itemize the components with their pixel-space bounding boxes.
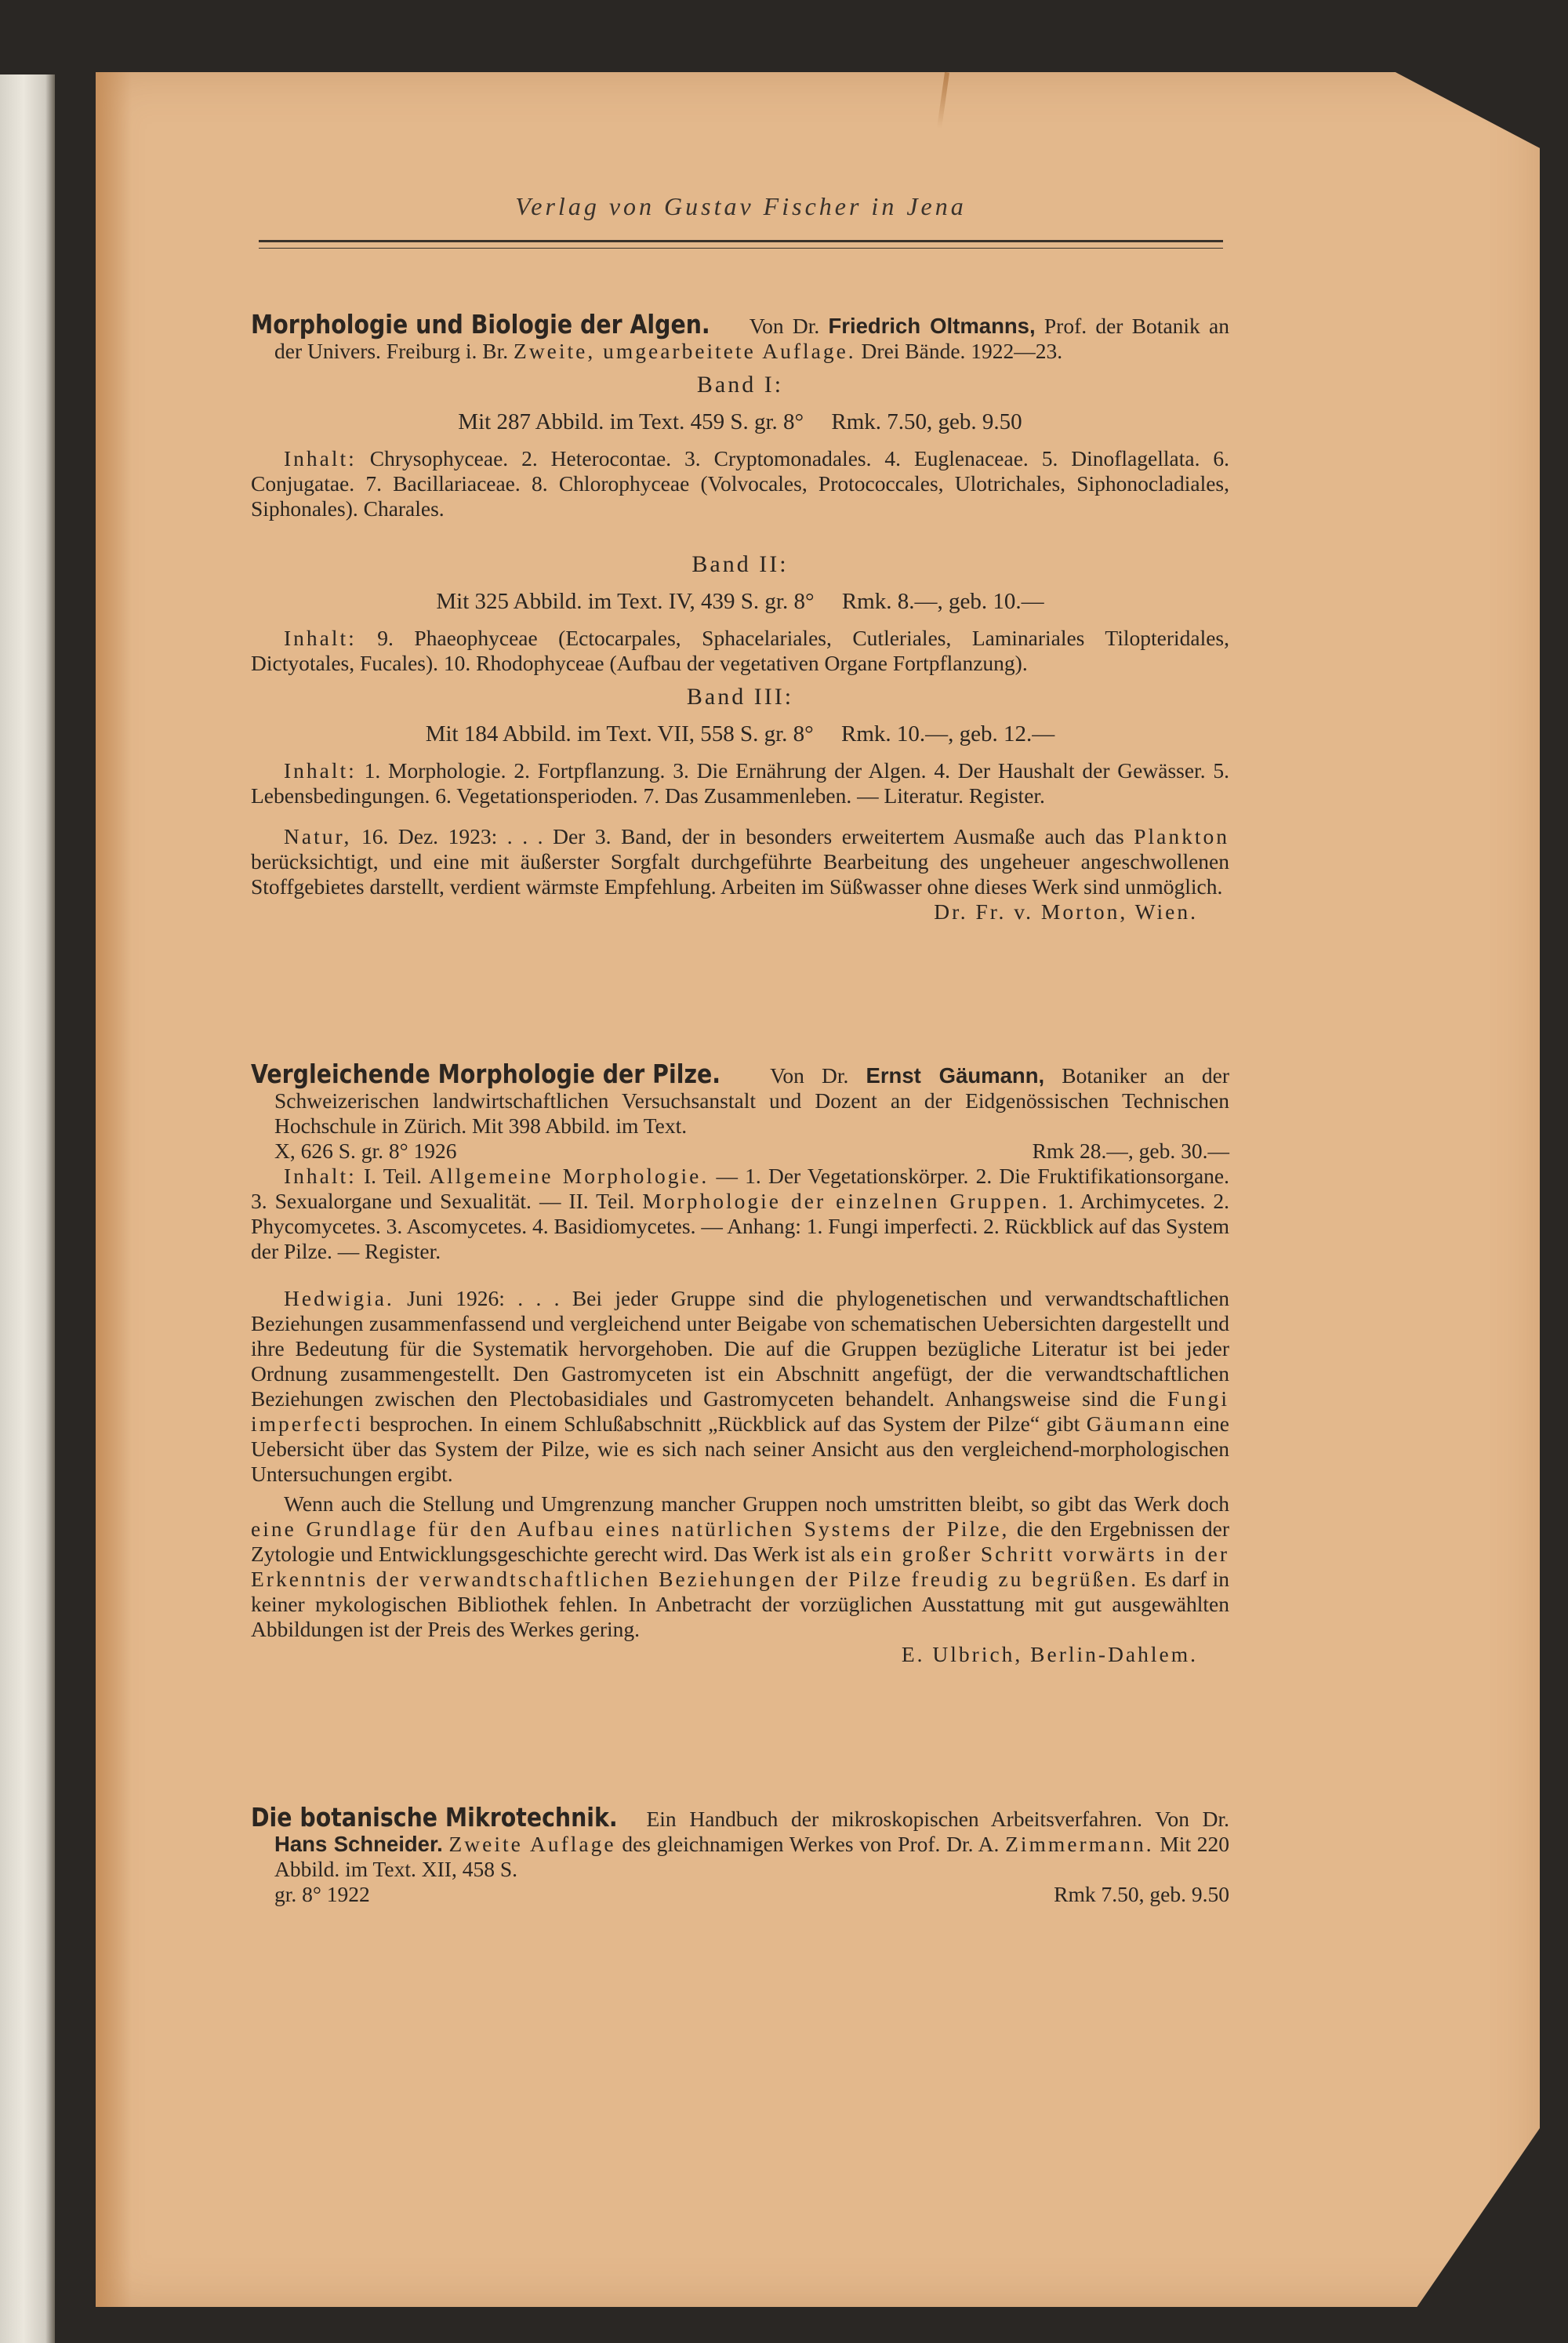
- algen-title: Morphologie und Biologie der Algen.: [251, 309, 710, 340]
- band3-title: Band III:: [686, 684, 794, 710]
- section-algen: [251, 309, 1230, 924]
- algen-review: Natur, 16. Dez. 1923: . . . Der 3. Band, der in besonders erweitertem Ausmaße auch das Plankton berücksichtigt, und eine mit äußerster Sorgfalt durchgeführte Bearbeitung des ungeheuer angeschwollenen Stoffgebietes darstellt, verdient wärmste Empfehlung. Arbeiten im Süßwasser ohne dieses Werk sind unmöglich.: [251, 824, 1229, 899]
- pilze-review-hedwigia: Hedwigia. Juni 1926: . . . Bei jeder Gruppe sind die phylogenetischen und verwandtschaftlichen Beziehungen zusammenfassend und vergleichend unter Beigabe von schematischen Uebersichten dargestellt und ihre Bedeutung für die Systematik hervorgehoben. Die auf die Gruppen bezügliche Literatur ist bei jeder Ordnung zusammengestellt. Den Gastromyceten ist ein Abschnitt angefügt, der die verwandtschaftlichen Beziehungen zwischen den Plectobasidiales und Gastromyceten behandelt. Anhangsweise sind die Fungi imperfecti besprochen. In einem Schlußabschnitt „Rückblick auf das System der Pilze“ gibt Gäumann eine Uebersicht über das System der Pilze, wie es sich nach seiner Ansicht aus den vergleichend-morphologischen Untersuchungen ergibt.: [251, 1286, 1229, 1486]
- pilze-review-signature: E. Ulbrich, Berlin-Dahlem.: [901, 1642, 1198, 1666]
- pilze-title: Vergleichende Morphologie der Pilze.: [251, 1059, 720, 1089]
- algen-author: Friedrich Oltmanns,: [828, 314, 1036, 338]
- adjacent-page-edge: [0, 74, 55, 2343]
- algen-edition: Zweite, umgearbeitete Auflage.: [514, 339, 856, 363]
- pilze-heading: Vergleichende Morphologie der Pilze. Von Dr. Ernst Gäumann, Botaniker an der Schweizerischen landwirtschaftlichen Versuchsanstalt und Dozent an der Eidgenössischen Technischen Hochschule in Zürich. Mit 398 Abbild. im Text.: [251, 1059, 1229, 1138]
- mikro-heading: Die botanische Mikrotechnik. Ein Handbuch der mikroskopischen Arbeitsverfahren. Von Dr. Hans Schneider. Zweite Auflage des gleichnamigen Werkes von Prof. Dr. A. Zimmermann. Mit 220 Abbild. im Text. XII, 458 S.: [251, 1802, 1230, 1881]
- pilze-author: Ernst Gäumann,: [866, 1063, 1045, 1088]
- page-fold-shadow: [96, 72, 132, 2307]
- pilze-spec-line: X, 626 S. gr. 8° 1926 Rmk 28.—, geb. 30.—: [274, 1139, 1229, 1163]
- mikro-author: Hans Schneider.: [274, 1832, 443, 1856]
- section-mikrotechnik: [251, 1802, 1230, 1907]
- band3-spec: Mit 184 Abbild. im Text. VII, 558 S. gr. 8° Rmk. 10.—, geb. 12.—: [425, 721, 1055, 746]
- band1-spec: Mit 287 Abbild. im Text. 459 S. gr. 8° Rmk. 7.50, geb. 9.50: [458, 409, 1022, 434]
- algen-heading: Morphologie und Biologie der Algen. Von Dr. Friedrich Oltmanns, Prof. der Botanik an der Univers. Freiburg i. Br. Zweite, umgearbeitete Auflage. Drei Bände. 1922—23.: [251, 309, 1229, 363]
- band1-inhalt: Inhalt: Chrysophyceae. 2. Heterocontae. 3. Cryptomonadales. 4. Euglenaceae. 5. Dinoflagellata. 6. Conjugatae. 7. Bacillariaceae. 8. Chlorophyceae (Volvocales, Protococcales, Ulotrichales, Siphonocladiales, Siphonales). Charales.: [251, 446, 1230, 521]
- mikro-title: Die botanische Mikrotechnik.: [251, 1802, 618, 1833]
- band2-spec: Mit 325 Abbild. im Text. IV, 439 S. gr. 8° Rmk. 8.—, geb. 10.—: [436, 589, 1044, 614]
- publisher-header: Verlag von Gustav Fischer in Jena: [515, 192, 967, 220]
- band3-inhalt: Inhalt: 1. Morphologie. 2. Fortpflanzung. 3. Die Ernährung der Algen. 4. Der Haushalt der Gewässer. 5. Lebensbedingungen. 6. Vegetationsperioden. 7. Das Zusammenleben. — Literatur. Register.: [251, 758, 1229, 808]
- header-rule-thin: [259, 248, 1223, 249]
- header-rule-thick: [259, 240, 1223, 242]
- band2-title: Band II:: [691, 551, 789, 577]
- pilze-inhalt: Inhalt: I. Teil. Allgemeine Morphologie. — 1. Der Vegetationskörper. 2. Die Fruktifikationsorgane. 3. Sexualorgane und Sexualität. — II. Teil. Morphologie der einzelnen Gruppen. 1. Archimycetes. 2. Phycomycetes. 3. Ascomycetes. 4. Basidiomycetes. — Anhang: 1. Fungi imperfecti. 2. Rückblick auf das System der Pilze. — Register.: [251, 1164, 1230, 1263]
- mikro-spec-line: gr. 8° 1922 Rmk 7.50, geb. 9.50: [274, 1882, 1229, 1906]
- pilze-review-continuation: Wenn auch die Stellung und Umgrenzung mancher Gruppen noch umstritten bleibt, so gibt das Werk doch eine Grundlage für den Aufbau eines natürlichen Systems der Pilze, die den Ergebnissen der Zytologie und Entwicklungsgeschichte gerecht wird. Das Werk ist als ein großer Schritt vorwärts in der Erkenntnis der verwandtschaftlichen Beziehungen der Pilze freudig zu begrüßen. Es darf in keiner mykologischen Bibliothek fehlen. In Anbetracht der vorzüglichen Ausstattung mit gut ausgewählten Abbildungen ist der Preis des Werkes gering.: [251, 1491, 1229, 1641]
- band2-inhalt: Inhalt: 9. Phaeophyceae (Ectocarpales, Sphacelariales, Cutleriales, Laminariales Tilopteridales, Dictyotales, Fucales). 10. Rhodophyceae (Aufbau der vegetativen Organe Fortpflanzung).: [251, 626, 1230, 675]
- section-pilze: [251, 1059, 1230, 1667]
- band1-title: Band I:: [696, 372, 784, 398]
- algen-review-signature: Dr. Fr. v. Morton, Wien.: [934, 899, 1198, 924]
